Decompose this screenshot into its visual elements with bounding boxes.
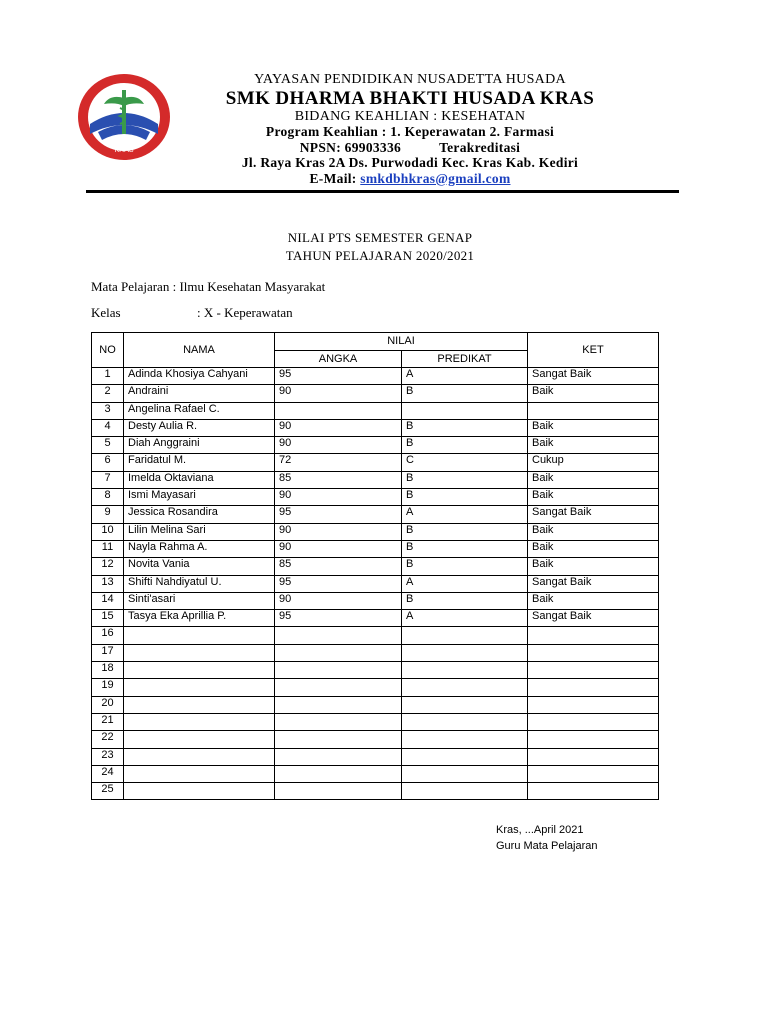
table-row [92, 419, 659, 436]
cell-predikat: B [402, 523, 528, 540]
cell-ket: Cukup [528, 454, 659, 471]
cell-no: 2 [92, 385, 124, 402]
table-row [92, 471, 659, 488]
cell-angka: 72 [275, 454, 402, 471]
grade-rows [92, 368, 659, 800]
table-row [92, 765, 659, 782]
table-row [92, 437, 659, 454]
cell-angka [275, 627, 402, 644]
cell-nama: Imelda Oktaviana [124, 471, 275, 488]
subject-value: : Ilmu Kesehatan Masyarakat [172, 279, 326, 294]
cell-no: 22 [92, 731, 124, 748]
cell-ket: Baik [528, 419, 659, 436]
cell-predikat: B [402, 437, 528, 454]
cell-predikat [402, 783, 528, 800]
cell-no: 20 [92, 696, 124, 713]
cell-nama [124, 679, 275, 696]
cell-no: 8 [92, 489, 124, 506]
cell-nama: Tasya Eka Aprillia P. [124, 610, 275, 627]
table-row [92, 679, 659, 696]
cell-nama: Nayla Rahma A. [124, 540, 275, 557]
letterhead-divider [86, 190, 679, 193]
cell-angka: 85 [275, 471, 402, 488]
email-label: E-Mail: [309, 170, 357, 186]
cell-nama: Angelina Rafael C. [124, 402, 275, 419]
class-value: : X - Keperawatan [197, 305, 293, 320]
cell-ket [528, 644, 659, 661]
cell-nama: Faridatul M. [124, 454, 275, 471]
table-row [92, 731, 659, 748]
cell-angka [275, 402, 402, 419]
cell-ket: Sangat Baik [528, 610, 659, 627]
cell-angka [275, 713, 402, 730]
header-predikat: PREDIKAT [402, 350, 528, 368]
cell-angka [275, 731, 402, 748]
email-line [180, 171, 640, 187]
title-line-2: TAHUN PELAJARAN 2020/2021 [285, 248, 475, 263]
cell-ket: Sangat Baik [528, 575, 659, 592]
cell-predikat [402, 696, 528, 713]
cell-ket: Sangat Baik [528, 368, 659, 385]
class-row [91, 305, 293, 321]
cell-no: 9 [92, 506, 124, 523]
table-row [92, 540, 659, 557]
cell-no: 12 [92, 558, 124, 575]
cell-angka: 95 [275, 368, 402, 385]
cell-nama [124, 713, 275, 730]
cell-predikat: B [402, 489, 528, 506]
cell-ket [528, 679, 659, 696]
cell-angka [275, 765, 402, 782]
cell-predikat [402, 644, 528, 661]
cell-ket [528, 713, 659, 730]
cell-ket: Baik [528, 592, 659, 609]
cell-ket: Baik [528, 523, 659, 540]
cell-predikat: B [402, 592, 528, 609]
table-row [92, 385, 659, 402]
cell-angka: 90 [275, 385, 402, 402]
school-name: SMK DHARMA BHAKTI HUSADA KRAS [225, 87, 595, 109]
cell-predikat [402, 765, 528, 782]
cell-angka [275, 748, 402, 765]
field-of-expertise: BIDANG KEAHLIAN : KESEHATAN [294, 108, 526, 124]
cell-no: 19 [92, 679, 124, 696]
cell-ket: Baik [528, 437, 659, 454]
cell-nama: Novita Vania [124, 558, 275, 575]
table-row [92, 506, 659, 523]
cell-predikat: B [402, 385, 528, 402]
cell-angka: 90 [275, 540, 402, 557]
cell-predikat [402, 748, 528, 765]
table-row [92, 610, 659, 627]
cell-ket [528, 696, 659, 713]
cell-angka [275, 696, 402, 713]
cell-predikat: B [402, 419, 528, 436]
cell-no: 4 [92, 419, 124, 436]
header-no: NO [92, 333, 124, 368]
cell-nama: Desty Aulia R. [124, 419, 275, 436]
cell-predikat: A [402, 368, 528, 385]
cell-ket [528, 765, 659, 782]
cell-no: 13 [92, 575, 124, 592]
table-row [92, 489, 659, 506]
cell-nama [124, 783, 275, 800]
cell-nama [124, 748, 275, 765]
email-link[interactable]: smkdbhkras@gmail.com [360, 170, 511, 186]
table-row [92, 558, 659, 575]
cell-angka: 95 [275, 610, 402, 627]
cell-predikat: A [402, 575, 528, 592]
cell-no: 21 [92, 713, 124, 730]
cell-angka: 95 [275, 575, 402, 592]
header-nilai: NILAI [275, 333, 528, 351]
cell-no: 6 [92, 454, 124, 471]
cell-angka [275, 679, 402, 696]
title-line-1: NILAI PTS SEMESTER GENAP [287, 230, 473, 245]
cell-no: 11 [92, 540, 124, 557]
cell-predikat [402, 627, 528, 644]
cell-no: 1 [92, 368, 124, 385]
cell-no: 15 [92, 610, 124, 627]
cell-no: 10 [92, 523, 124, 540]
cell-predikat: A [402, 610, 528, 627]
document-title [180, 229, 580, 265]
cell-no: 18 [92, 662, 124, 679]
cell-predikat [402, 713, 528, 730]
cell-nama [124, 627, 275, 644]
cell-ket: Baik [528, 385, 659, 402]
cell-nama: Adinda Khosiya Cahyani [124, 368, 275, 385]
cell-nama [124, 731, 275, 748]
header-angka: ANGKA [275, 350, 402, 368]
table-row [92, 575, 659, 592]
table-row [92, 627, 659, 644]
cell-predikat [402, 402, 528, 419]
cell-angka: 90 [275, 592, 402, 609]
table-row [92, 662, 659, 679]
foundation-name: YAYASAN PENDIDIKAN NUSADETTA HUSADA [254, 72, 566, 87]
cell-ket: Baik [528, 489, 659, 506]
letterhead [180, 72, 640, 186]
accreditation: Terakreditasi [439, 139, 521, 155]
cell-predikat [402, 662, 528, 679]
cell-no: 24 [92, 765, 124, 782]
cell-angka: 95 [275, 506, 402, 523]
cell-nama: Sinti'asari [124, 592, 275, 609]
cell-nama [124, 696, 275, 713]
cell-no: 3 [92, 402, 124, 419]
cell-predikat: B [402, 471, 528, 488]
cell-no: 5 [92, 437, 124, 454]
address: Jl. Raya Kras 2A Ds. Purwodadi Kec. Kras Kab. Kediri [241, 155, 579, 170]
cell-ket: Baik [528, 540, 659, 557]
cell-nama: Shifti Nahdiyatul U. [124, 575, 275, 592]
table-row [92, 454, 659, 471]
cell-angka [275, 644, 402, 661]
table-row [92, 592, 659, 609]
subject-label: Mata Pelajaran [91, 279, 170, 294]
class-label: Kelas [91, 305, 121, 320]
cell-ket: Sangat Baik [528, 506, 659, 523]
subject-row [91, 279, 325, 295]
signature-role: Guru Mata Pelajaran [496, 840, 598, 852]
cell-angka: 90 [275, 419, 402, 436]
cell-ket: Baik [528, 558, 659, 575]
grades-table [91, 332, 659, 800]
place-date: Kras, ...April 2021 [496, 824, 584, 836]
table-row [92, 713, 659, 730]
table-row [92, 523, 659, 540]
logo-text: KRAS [114, 147, 134, 154]
cell-ket [528, 783, 659, 800]
cell-angka: 90 [275, 437, 402, 454]
cell-predikat [402, 731, 528, 748]
cell-ket [528, 731, 659, 748]
cell-nama: Lilin Melina Sari [124, 523, 275, 540]
cell-no: 16 [92, 627, 124, 644]
signature-block [496, 822, 598, 854]
cell-ket [528, 627, 659, 644]
cell-angka: 90 [275, 489, 402, 506]
cell-nama: Jessica Rosandira [124, 506, 275, 523]
table-row [92, 783, 659, 800]
header-ket: KET [528, 333, 659, 368]
cell-ket [528, 402, 659, 419]
cell-predikat: C [402, 454, 528, 471]
cell-nama: Diah Anggraini [124, 437, 275, 454]
cell-nama: Andraini [124, 385, 275, 402]
table-row [92, 402, 659, 419]
cell-no: 17 [92, 644, 124, 661]
table-row [92, 368, 659, 385]
cell-predikat: B [402, 540, 528, 557]
cell-no: 23 [92, 748, 124, 765]
cell-angka: 90 [275, 523, 402, 540]
cell-no: 25 [92, 783, 124, 800]
cell-predikat [402, 679, 528, 696]
cell-no: 7 [92, 471, 124, 488]
cell-ket [528, 662, 659, 679]
cell-angka [275, 662, 402, 679]
cell-ket [528, 748, 659, 765]
table-row [92, 644, 659, 661]
cell-nama [124, 662, 275, 679]
npsn: NPSN: 69903336 [299, 139, 402, 155]
cell-predikat: A [402, 506, 528, 523]
header-nama: NAMA [124, 333, 275, 368]
cell-nama [124, 765, 275, 782]
cell-predikat: B [402, 558, 528, 575]
cell-angka [275, 783, 402, 800]
cell-no: 14 [92, 592, 124, 609]
cell-ket: Baik [528, 471, 659, 488]
school-emblem-icon [76, 72, 172, 162]
cell-nama: Ismi Mayasari [124, 489, 275, 506]
programs: Program Keahlian : 1. Keperawatan 2. Farmasi [265, 124, 555, 139]
cell-angka: 85 [275, 558, 402, 575]
table-row [92, 748, 659, 765]
cell-nama [124, 644, 275, 661]
table-row [92, 696, 659, 713]
npsn-line [180, 140, 640, 156]
